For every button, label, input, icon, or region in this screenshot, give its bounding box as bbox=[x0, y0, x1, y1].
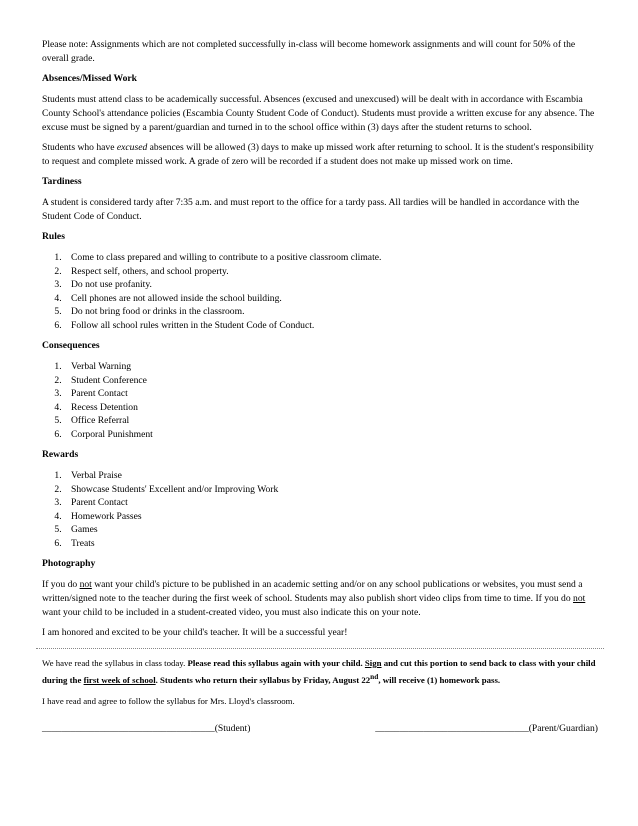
list-item: 6. Follow all school rules written in the Student Code of Conduct. bbox=[64, 319, 598, 333]
rules-list bbox=[42, 251, 598, 332]
rules-heading: Rules bbox=[42, 231, 65, 242]
sign-underline: Sign bbox=[364, 658, 382, 668]
text: want your child to be included in a student-created video, you must also indicate this on your note. bbox=[42, 607, 421, 618]
list-item: 5. Games bbox=[64, 523, 598, 537]
list-item: 2. Respect self, others, and school property. bbox=[64, 265, 598, 279]
text: We have read the syllabus in class today. bbox=[42, 658, 188, 668]
text: and cut this portion to send back to class with your child during the bbox=[42, 658, 596, 685]
text: , will receive (1) homework pass. bbox=[378, 674, 501, 685]
signature-row bbox=[42, 722, 598, 736]
list-item: 6. Corporal Punishment bbox=[64, 428, 598, 442]
not-underline: not bbox=[79, 579, 92, 590]
consequences-list bbox=[42, 360, 598, 441]
list-item: 5. Do not bring food or drinks in the classroom. bbox=[64, 305, 598, 319]
list-item: 4. Homework Passes bbox=[64, 510, 598, 524]
list-item: 5. Office Referral bbox=[64, 414, 598, 428]
list-item: 1. Verbal Praise bbox=[64, 469, 598, 483]
tardiness-paragraph: A student is considered tardy after 7:35 a.m. and must report to the office for a tardy pass. All tardies will be handled in accordance with the Student Code of Conduct. bbox=[42, 197, 580, 222]
text: If you do bbox=[42, 579, 80, 590]
return-slip-paragraph bbox=[42, 657, 598, 687]
photography-heading: Photography bbox=[42, 558, 96, 569]
text: absences will be allowed (3) days to make up missed work after returning to school. It is the student's responsibility to request and complete missed work. A grade of zero will be recorded if a student does not make up missed work on time. bbox=[42, 142, 594, 167]
list-item: 6. Treats bbox=[64, 537, 598, 551]
list-item: 4. Recess Detention bbox=[64, 401, 598, 415]
list-item: 3. Parent Contact bbox=[64, 387, 598, 401]
ordinal-suffix: nd bbox=[370, 672, 379, 681]
cut-line bbox=[36, 648, 604, 649]
excused-emphasis: excused bbox=[116, 142, 148, 153]
parent-signature-line[interactable]: ________________________________(Parent/Guardian) bbox=[375, 722, 598, 734]
first-week-underline: first week of school bbox=[83, 674, 156, 685]
rewards-heading: Rewards bbox=[42, 449, 79, 460]
list-item: 3. Parent Contact bbox=[64, 496, 598, 510]
list-item: 1. Come to class prepared and willing to contribute to a positive classroom climate. bbox=[64, 251, 598, 265]
text: want your child's picture to be published in an academic setting and/or on any school publications or websites, you must send a written/signed note to the teacher during the first week of school. Students may also publish short video clips from time to time. If you do bbox=[42, 579, 583, 604]
text: Students who have bbox=[42, 142, 117, 153]
rewards-list bbox=[42, 469, 598, 550]
agreement-line: I have read and agree to follow the syllabus for Mrs. Lloyd's classroom. bbox=[42, 695, 295, 706]
closing-line: I am honored and excited to be your child's teacher. It will be a successful year! bbox=[42, 627, 348, 638]
absences-paragraph-1: Students must attend class to be academically successful. Absences (excused and unexcused) will be dealt with in accordance with Escambia County School's attendance policies (Escambia County Student Code of Conduct). Students must provide a written excuse for any absence. The excuse must be signed by a parent/guardian and turned in to the school office within (3) days after the student returns to school. bbox=[42, 94, 595, 133]
syllabus-page bbox=[42, 38, 598, 736]
not-underline: not bbox=[573, 593, 586, 604]
consequences-heading: Consequences bbox=[42, 340, 100, 351]
absences-paragraph-2 bbox=[42, 141, 598, 169]
text: . Students who return their syllabus by Friday, August 22 bbox=[155, 674, 371, 685]
list-item: 2. Showcase Students' Excellent and/or Improving Work bbox=[64, 483, 598, 497]
list-item: 3. Do not use profanity. bbox=[64, 278, 598, 292]
student-signature-line[interactable]: ____________________________________(Student) bbox=[42, 722, 251, 734]
absences-heading: Absences/Missed Work bbox=[42, 73, 137, 84]
list-item: 1. Verbal Warning bbox=[64, 360, 598, 374]
tardiness-heading: Tardiness bbox=[42, 176, 82, 187]
list-item: 4. Cell phones are not allowed inside the school building. bbox=[64, 292, 598, 306]
note-paragraph: Please note: Assignments which are not completed successfully in-class will become homework assignments and will count for 50% of the overall grade. bbox=[42, 39, 576, 64]
photography-paragraph bbox=[42, 578, 598, 620]
text: Please read this syllabus again with your child. bbox=[187, 658, 365, 668]
list-item: 2. Student Conference bbox=[64, 374, 598, 388]
